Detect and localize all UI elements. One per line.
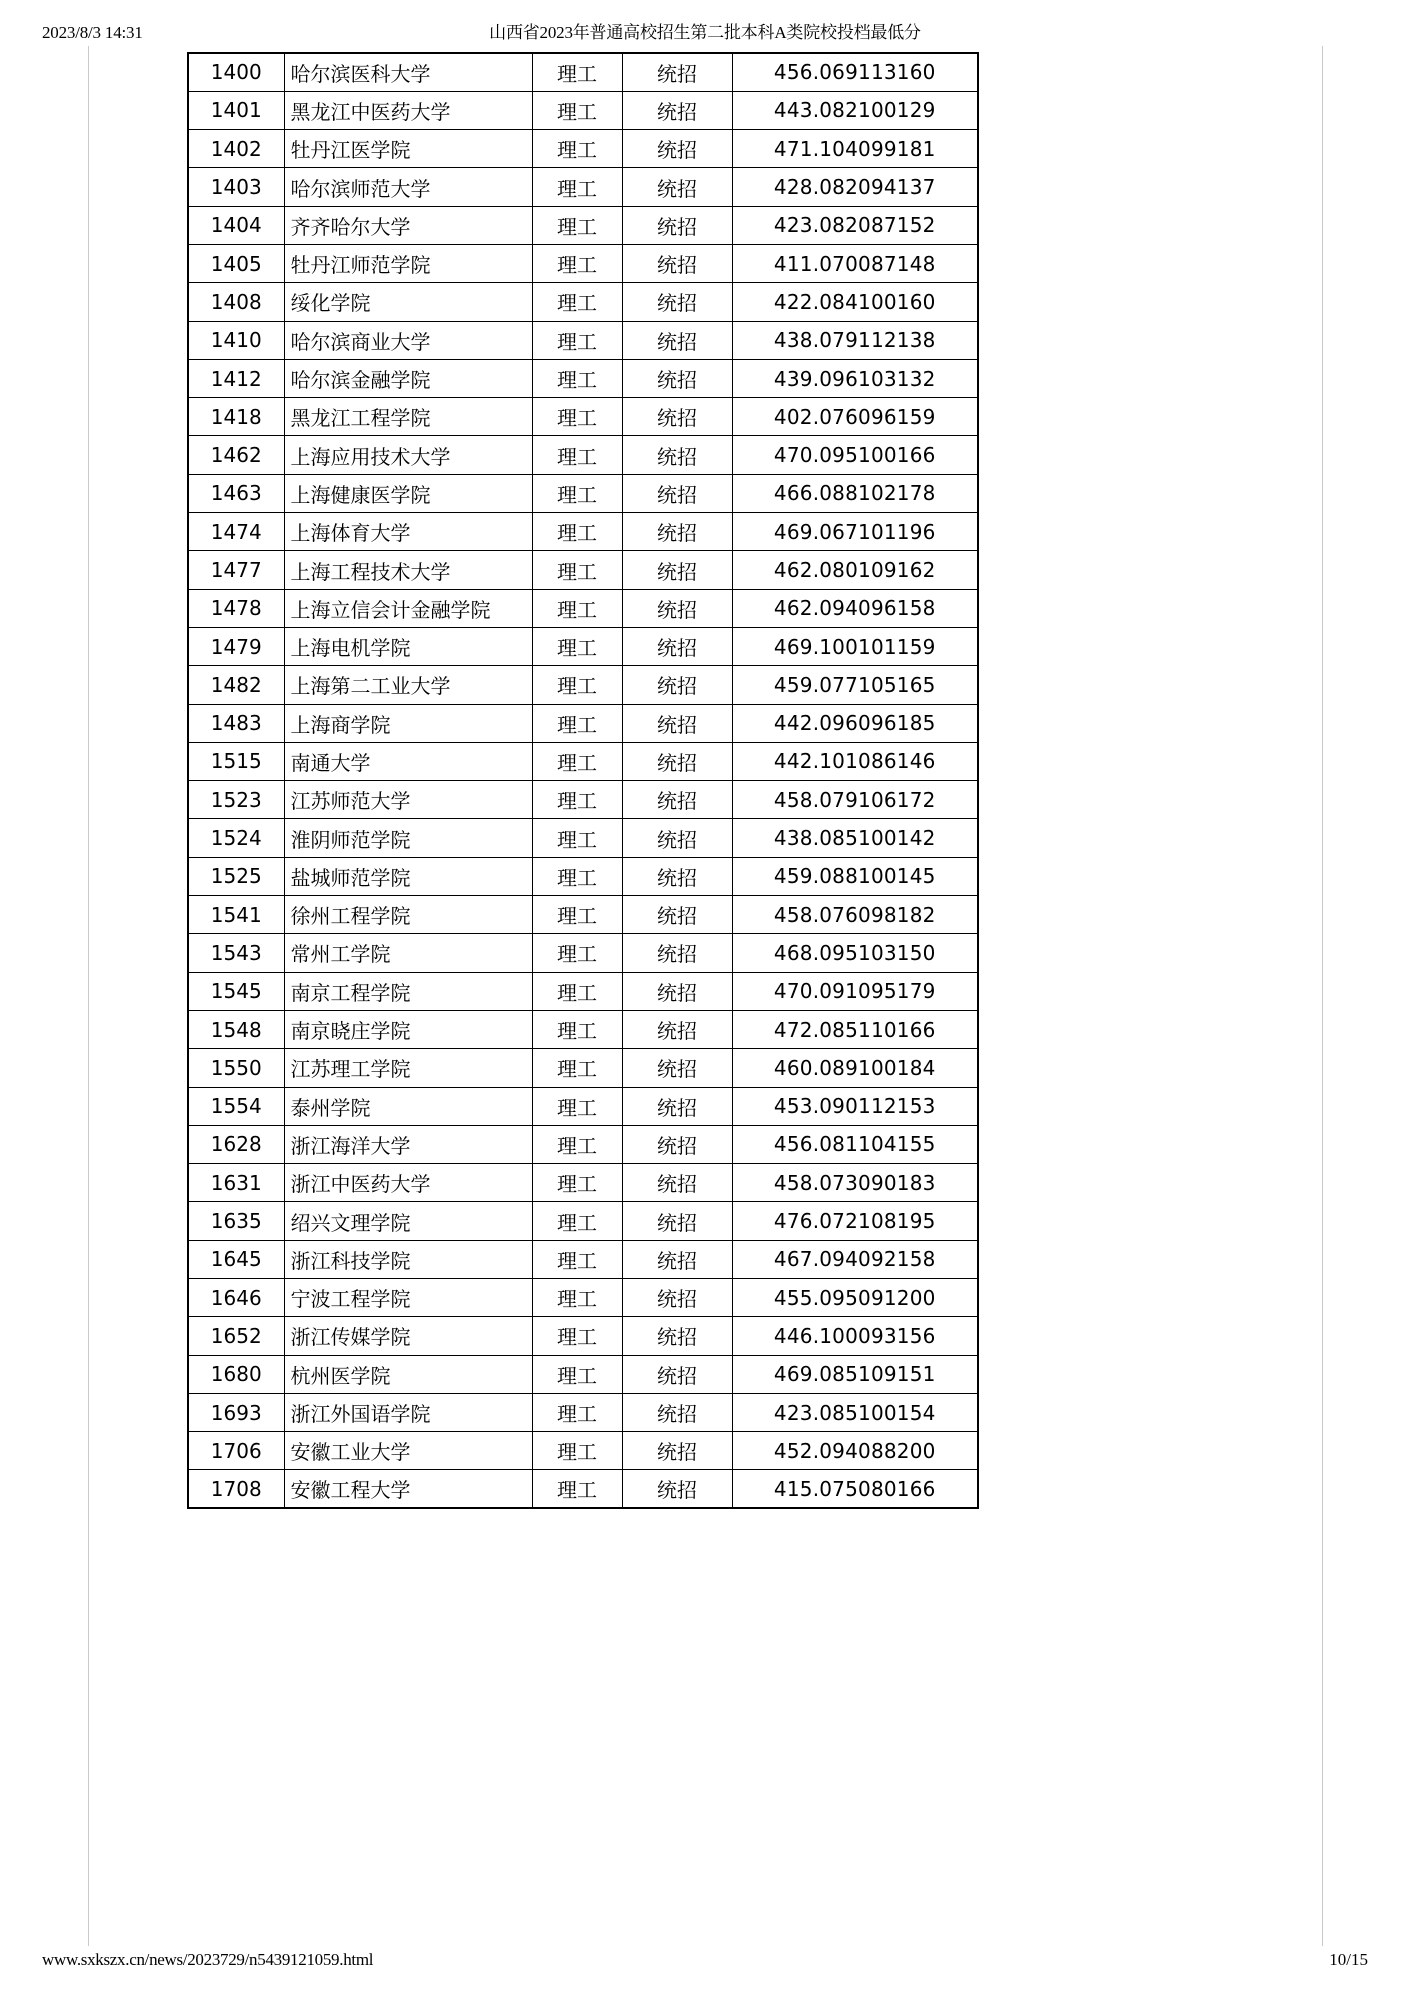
cell-min-score: 439.096103132 [732,359,978,397]
table-row [188,244,978,282]
cell-institution-name: 齐齐哈尔大学 [284,206,532,244]
cell-institution-name: 江苏理工学院 [284,1049,532,1087]
cell-institution-code: 1631 [188,1164,284,1202]
table-row [188,168,978,206]
cell-min-score: 423.082087152 [732,206,978,244]
cell-admission-plan: 统招 [622,1240,732,1278]
cell-admission-plan: 统招 [622,283,732,321]
cell-institution-code: 1479 [188,627,284,665]
cell-subject-type: 理工 [532,704,622,742]
cell-subject-type: 理工 [532,819,622,857]
cell-min-score: 458.079106172 [732,781,978,819]
source-url[interactable]: www.sxkszx.cn/news/2023729/n5439121059.html [42,1950,374,1969]
cell-admission-plan: 统招 [622,742,732,780]
cell-institution-name: 浙江海洋大学 [284,1125,532,1163]
cell-min-score: 460.089100184 [732,1049,978,1087]
cell-subject-type: 理工 [532,1125,622,1163]
cell-institution-code: 1550 [188,1049,284,1087]
table-row [188,1432,978,1470]
cell-subject-type: 理工 [532,283,622,321]
cell-institution-name: 上海商学院 [284,704,532,742]
cell-institution-name: 安徽工业大学 [284,1432,532,1470]
cell-institution-name: 上海电机学院 [284,627,532,665]
cell-admission-plan: 统招 [622,168,732,206]
cell-institution-code: 1405 [188,244,284,282]
cell-subject-type: 理工 [532,781,622,819]
cell-subject-type: 理工 [532,398,622,436]
cell-institution-name: 浙江科技学院 [284,1240,532,1278]
cell-min-score: 402.076096159 [732,398,978,436]
cell-institution-code: 1645 [188,1240,284,1278]
cell-institution-code: 1463 [188,474,284,512]
cell-min-score: 466.088102178 [732,474,978,512]
cell-institution-code: 1523 [188,781,284,819]
table-row [188,398,978,436]
cell-subject-type: 理工 [532,1470,622,1508]
cell-institution-code: 1541 [188,896,284,934]
cell-min-score: 442.101086146 [732,742,978,780]
cell-admission-plan: 统招 [622,513,732,551]
cell-admission-plan: 统招 [622,704,732,742]
cell-institution-name: 南京晓庄学院 [284,1010,532,1048]
cell-admission-plan: 统招 [622,1470,732,1508]
cell-institution-code: 1400 [188,53,284,91]
cell-admission-plan: 统招 [622,1049,732,1087]
cell-institution-name: 上海第二工业大学 [284,666,532,704]
page-margin-guide-right [1322,46,1323,1946]
cell-min-score: 467.094092158 [732,1240,978,1278]
table-row [188,91,978,129]
cell-admission-plan: 统招 [622,130,732,168]
cell-min-score: 455.095091200 [732,1279,978,1317]
cell-admission-plan: 统招 [622,589,732,627]
cell-admission-plan: 统招 [622,819,732,857]
cell-institution-code: 1478 [188,589,284,627]
cell-subject-type: 理工 [532,474,622,512]
cell-subject-type: 理工 [532,168,622,206]
cell-min-score: 415.075080166 [732,1470,978,1508]
cell-admission-plan: 统招 [622,1279,732,1317]
table-row [188,53,978,91]
cell-institution-code: 1545 [188,972,284,1010]
cell-institution-code: 1418 [188,398,284,436]
cell-min-score: 422.084100160 [732,283,978,321]
table-row [188,321,978,359]
cell-institution-code: 1680 [188,1355,284,1393]
cell-admission-plan: 统招 [622,321,732,359]
cell-admission-plan: 统招 [622,551,732,589]
cell-admission-plan: 统招 [622,359,732,397]
cell-institution-code: 1402 [188,130,284,168]
cell-subject-type: 理工 [532,1240,622,1278]
cell-admission-plan: 统招 [622,972,732,1010]
cell-subject-type: 理工 [532,91,622,129]
cell-institution-name: 绍兴文理学院 [284,1202,532,1240]
cell-admission-plan: 统招 [622,857,732,895]
cell-min-score: 442.096096185 [732,704,978,742]
cell-min-score: 452.094088200 [732,1432,978,1470]
cell-subject-type: 理工 [532,1049,622,1087]
cell-subject-type: 理工 [532,359,622,397]
cell-admission-plan: 统招 [622,398,732,436]
table-row [188,1317,978,1355]
table-row [188,1125,978,1163]
score-table-container [187,52,977,1509]
cell-subject-type: 理工 [532,1164,622,1202]
cell-institution-code: 1706 [188,1432,284,1470]
table-row [188,1010,978,1048]
table-row [188,896,978,934]
table-row [188,704,978,742]
cell-admission-plan: 统招 [622,627,732,665]
cell-min-score: 469.085109151 [732,1355,978,1393]
cell-admission-plan: 统招 [622,1393,732,1431]
cell-admission-plan: 统招 [622,1432,732,1470]
cell-subject-type: 理工 [532,513,622,551]
cell-institution-code: 1477 [188,551,284,589]
cell-subject-type: 理工 [532,206,622,244]
cell-min-score: 470.095100166 [732,436,978,474]
cell-institution-name: 哈尔滨金融学院 [284,359,532,397]
cell-institution-name: 哈尔滨商业大学 [284,321,532,359]
cell-admission-plan: 统招 [622,53,732,91]
cell-institution-name: 哈尔滨师范大学 [284,168,532,206]
cell-institution-name: 上海工程技术大学 [284,551,532,589]
cell-admission-plan: 统招 [622,934,732,972]
table-row [188,1355,978,1393]
table-row [188,589,978,627]
cell-admission-plan: 统招 [622,781,732,819]
cell-institution-code: 1635 [188,1202,284,1240]
cell-subject-type: 理工 [532,244,622,282]
table-row [188,1393,978,1431]
cell-institution-code: 1543 [188,934,284,972]
cell-min-score: 456.069113160 [732,53,978,91]
cell-subject-type: 理工 [532,130,622,168]
table-row [188,206,978,244]
cell-admission-plan: 统招 [622,474,732,512]
cell-institution-name: 江苏师范大学 [284,781,532,819]
table-row [188,283,978,321]
cell-institution-name: 浙江中医药大学 [284,1164,532,1202]
cell-institution-name: 淮阴师范学院 [284,819,532,857]
cell-subject-type: 理工 [532,742,622,780]
cell-admission-plan: 统招 [622,244,732,282]
cell-institution-name: 绥化学院 [284,283,532,321]
cell-institution-name: 牡丹江师范学院 [284,244,532,282]
table-row [188,130,978,168]
cell-min-score: 470.091095179 [732,972,978,1010]
table-row [188,1202,978,1240]
admission-score-table [187,52,979,1509]
cell-institution-name: 南京工程学院 [284,972,532,1010]
cell-institution-code: 1483 [188,704,284,742]
cell-institution-code: 1401 [188,91,284,129]
cell-min-score: 411.070087148 [732,244,978,282]
cell-institution-name: 上海健康医学院 [284,474,532,512]
table-row [188,1470,978,1508]
cell-institution-code: 1474 [188,513,284,551]
cell-min-score: 446.100093156 [732,1317,978,1355]
cell-min-score: 469.067101196 [732,513,978,551]
cell-min-score: 468.095103150 [732,934,978,972]
cell-subject-type: 理工 [532,321,622,359]
cell-admission-plan: 统招 [622,206,732,244]
cell-min-score: 456.081104155 [732,1125,978,1163]
cell-subject-type: 理工 [532,53,622,91]
table-row [188,359,978,397]
cell-subject-type: 理工 [532,1393,622,1431]
cell-admission-plan: 统招 [622,896,732,934]
cell-institution-code: 1524 [188,819,284,857]
cell-institution-name: 黑龙江工程学院 [284,398,532,436]
cell-subject-type: 理工 [532,1010,622,1048]
cell-institution-name: 上海应用技术大学 [284,436,532,474]
cell-institution-name: 盐城师范学院 [284,857,532,895]
cell-admission-plan: 统招 [622,1164,732,1202]
table-body [188,53,978,1508]
cell-admission-plan: 统招 [622,1317,732,1355]
cell-admission-plan: 统招 [622,1010,732,1048]
cell-institution-code: 1482 [188,666,284,704]
table-row [188,934,978,972]
cell-institution-code: 1408 [188,283,284,321]
cell-institution-code: 1708 [188,1470,284,1508]
table-row [188,742,978,780]
cell-min-score: 428.082094137 [732,168,978,206]
cell-admission-plan: 统招 [622,666,732,704]
cell-admission-plan: 统招 [622,1125,732,1163]
table-row [188,1240,978,1278]
cell-institution-name: 常州工学院 [284,934,532,972]
cell-institution-name: 宁波工程学院 [284,1279,532,1317]
cell-subject-type: 理工 [532,1355,622,1393]
page-title: 山西省2023年普通高校招生第二批本科A类院校投档最低分 [489,23,921,42]
cell-institution-code: 1525 [188,857,284,895]
cell-admission-plan: 统招 [622,436,732,474]
cell-subject-type: 理工 [532,1317,622,1355]
table-row [188,513,978,551]
table-row [188,1164,978,1202]
cell-min-score: 472.085110166 [732,1010,978,1048]
cell-min-score: 438.085100142 [732,819,978,857]
cell-institution-name: 徐州工程学院 [284,896,532,934]
cell-subject-type: 理工 [532,1432,622,1470]
table-row [188,1279,978,1317]
cell-institution-name: 浙江传媒学院 [284,1317,532,1355]
cell-institution-name: 哈尔滨医科大学 [284,53,532,91]
cell-min-score: 462.080109162 [732,551,978,589]
table-row [188,972,978,1010]
cell-min-score: 462.094096158 [732,589,978,627]
cell-subject-type: 理工 [532,589,622,627]
cell-min-score: 423.085100154 [732,1393,978,1431]
cell-subject-type: 理工 [532,857,622,895]
page-header [0,20,1410,46]
cell-min-score: 471.104099181 [732,130,978,168]
cell-institution-name: 牡丹江医学院 [284,130,532,168]
cell-institution-name: 杭州医学院 [284,1355,532,1393]
cell-subject-type: 理工 [532,972,622,1010]
table-row [188,857,978,895]
cell-admission-plan: 统招 [622,1202,732,1240]
cell-institution-name: 浙江外国语学院 [284,1393,532,1431]
cell-institution-code: 1404 [188,206,284,244]
table-row [188,436,978,474]
cell-subject-type: 理工 [532,627,622,665]
cell-min-score: 453.090112153 [732,1087,978,1125]
cell-institution-code: 1412 [188,359,284,397]
cell-institution-code: 1410 [188,321,284,359]
cell-min-score: 459.088100145 [732,857,978,895]
table-row [188,1087,978,1125]
cell-min-score: 443.082100129 [732,91,978,129]
cell-admission-plan: 统招 [622,1087,732,1125]
cell-institution-code: 1462 [188,436,284,474]
page-number: 10/15 [1329,1950,1368,1969]
cell-institution-name: 上海体育大学 [284,513,532,551]
table-row [188,666,978,704]
cell-institution-code: 1646 [188,1279,284,1317]
cell-institution-name: 安徽工程大学 [284,1470,532,1508]
cell-min-score: 458.073090183 [732,1164,978,1202]
cell-institution-code: 1693 [188,1393,284,1431]
cell-institution-code: 1515 [188,742,284,780]
cell-institution-code: 1554 [188,1087,284,1125]
cell-min-score: 458.076098182 [732,896,978,934]
cell-subject-type: 理工 [532,1087,622,1125]
cell-admission-plan: 统招 [622,1355,732,1393]
cell-min-score: 469.100101159 [732,627,978,665]
cell-institution-name: 泰州学院 [284,1087,532,1125]
cell-admission-plan: 统招 [622,91,732,129]
table-row [188,1049,978,1087]
table-row [188,551,978,589]
table-row [188,781,978,819]
print-timestamp: 2023/8/3 14:31 [42,23,143,42]
cell-subject-type: 理工 [532,551,622,589]
cell-subject-type: 理工 [532,1202,622,1240]
cell-subject-type: 理工 [532,666,622,704]
cell-institution-name: 上海立信会计金融学院 [284,589,532,627]
cell-institution-name: 黑龙江中医药大学 [284,91,532,129]
page-margin-guide-left [88,46,89,1946]
table-row [188,627,978,665]
cell-min-score: 438.079112138 [732,321,978,359]
cell-institution-name: 南通大学 [284,742,532,780]
cell-institution-code: 1628 [188,1125,284,1163]
page-footer [0,1946,1410,1974]
table-row [188,474,978,512]
cell-subject-type: 理工 [532,934,622,972]
cell-institution-code: 1403 [188,168,284,206]
cell-subject-type: 理工 [532,1279,622,1317]
cell-institution-code: 1652 [188,1317,284,1355]
cell-subject-type: 理工 [532,436,622,474]
cell-subject-type: 理工 [532,896,622,934]
table-row [188,819,978,857]
cell-min-score: 459.077105165 [732,666,978,704]
cell-institution-code: 1548 [188,1010,284,1048]
cell-min-score: 476.072108195 [732,1202,978,1240]
